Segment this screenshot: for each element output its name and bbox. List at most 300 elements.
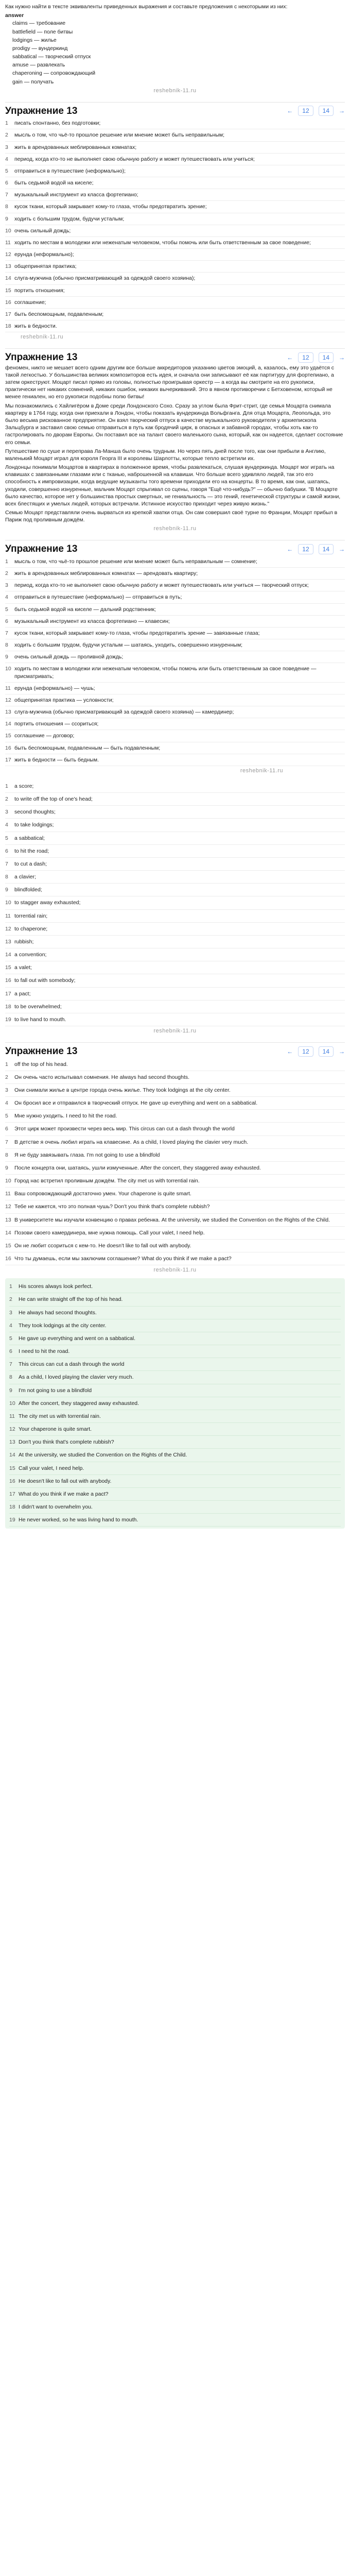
item-number: 11 xyxy=(5,1191,11,1197)
item-text: быть седьмой водой на киселе — дальний родственник; xyxy=(14,606,156,613)
item-number: 3 xyxy=(5,1087,8,1093)
item-text: Ваш сопровождающий достаточно умен. Your chaperone is quite smart. xyxy=(14,1191,191,1197)
item-number: 15 xyxy=(5,287,11,294)
item-text: соглашение — договор; xyxy=(14,733,75,739)
item-text: Позови своего камердинера, мне нужна помощь. Call your valet, I need help. xyxy=(14,1229,205,1236)
item-text: быть седьмой водой на киселе; xyxy=(14,180,94,187)
item-text: быть беспомощным, подавленным; xyxy=(14,311,104,317)
item-text: After the concert, they staggered away exhausted. xyxy=(19,1400,139,1406)
answer-row xyxy=(5,718,345,730)
intro-item: prodigy — вундеркинд xyxy=(12,45,68,52)
item-number: 5 xyxy=(5,167,8,174)
answer-row xyxy=(5,639,345,651)
next-exercise-link[interactable]: 14 xyxy=(319,106,334,116)
item-number: 10 xyxy=(5,666,11,672)
sentence-row xyxy=(5,1058,345,1071)
item-text: to stagger away exhausted; xyxy=(14,900,81,906)
item-text: ерунда (неформально); xyxy=(14,251,74,258)
item-number: 17 xyxy=(5,756,11,763)
item-text: They took lodgings at the city center. xyxy=(19,1322,107,1329)
item-text: I need to hit the road. xyxy=(19,1348,70,1355)
sentence-row xyxy=(5,1071,345,1084)
item-text: очень сильный дождь; xyxy=(14,227,71,234)
item-text: слуга-мужчина (обычно присматривающий за одеждой своего хозяина) — камердинер; xyxy=(14,709,234,716)
item-number: 6 xyxy=(5,1126,8,1132)
item-text: период, когда кто-то не выполняет свою обычную работу и может путешествовать или учиться — творческий отпуск; xyxy=(14,582,309,589)
item-text: to cut a dash; xyxy=(14,860,47,867)
item-text: очень сильный дождь — проливной дождь; xyxy=(14,654,124,660)
item-number: 5 xyxy=(5,606,8,613)
item-number: 15 xyxy=(5,1242,11,1249)
item-number: 14 xyxy=(9,1452,15,1459)
sentence-row xyxy=(5,1214,345,1227)
section-3-header xyxy=(5,540,345,556)
item-number: 3 xyxy=(9,1309,12,1316)
item-number: 13 xyxy=(5,263,11,270)
intro-block xyxy=(5,3,345,86)
item-text: ходить с большим трудом, будучи усталым — шатаясь, уходить, совершенно изнуренным; xyxy=(14,642,243,649)
item-text: He can write straight off the top of his head. xyxy=(19,1296,123,1303)
question-row xyxy=(5,285,345,297)
section-2-title: Упражнение 13 xyxy=(5,352,78,363)
item-number: 15 xyxy=(5,733,11,739)
sentence-row xyxy=(5,1162,345,1175)
intro-item: lodgings — жилье xyxy=(12,37,57,43)
item-number: 11 xyxy=(5,912,11,919)
section-1-header xyxy=(5,102,345,118)
item-text: His scores always look perfect. xyxy=(19,1283,93,1290)
exercise-nav-1 xyxy=(287,106,345,116)
question-row xyxy=(5,261,345,273)
item-text: off the top of his head. xyxy=(14,1061,68,1067)
next-arrow-icon[interactable]: → xyxy=(339,545,345,553)
section-3-title: Упражнение 13 xyxy=(5,544,78,555)
item-text: кусок ткани, который закрывает кому-то глаза, чтобы предотвратить зрение — завязанные глаза; xyxy=(14,630,260,636)
item-text: период, когда кто-то не выполняет свою обычную работу и может путешествовать или учиться; xyxy=(14,156,255,162)
answer-row xyxy=(5,754,345,766)
question-row xyxy=(5,189,345,201)
sentence-row xyxy=(5,1123,345,1136)
item-number: 11 xyxy=(5,239,11,246)
item-number: 3 xyxy=(5,582,8,589)
section-2-text xyxy=(5,364,345,524)
item-number: 16 xyxy=(5,299,11,306)
item-text: После концерта они, шатаясь, ушли измученные. After the concert, they staggered away exhausted. xyxy=(14,1164,261,1171)
item-text: a pact; xyxy=(14,990,31,997)
prev-arrow-icon[interactable]: ← xyxy=(287,1047,293,1055)
item-text: What do you think if we make a pact? xyxy=(19,1490,109,1497)
item-number: 16 xyxy=(9,1478,15,1484)
english-sentence-row xyxy=(9,1449,341,1462)
section-4-phrases xyxy=(5,780,345,1026)
item-text: слуга-мужчина (обычно присматривающий за одеждой своего хозяина); xyxy=(14,275,196,282)
watermark: reshebnik-11.ru xyxy=(21,334,64,341)
watermark: reshebnik-11.ru xyxy=(153,526,197,532)
item-number: 18 xyxy=(5,1003,11,1010)
watermark: reshebnik-11.ru xyxy=(153,87,197,94)
item-number: 7 xyxy=(5,1139,8,1145)
item-number: 9 xyxy=(5,1164,8,1171)
item-number: 12 xyxy=(5,697,11,703)
next-exercise-link[interactable]: 14 xyxy=(319,544,334,554)
phrase-row xyxy=(5,780,345,793)
question-row xyxy=(5,237,345,249)
item-text: At the university, we studied the Convention on the Rights of the Child. xyxy=(19,1452,187,1459)
item-number: 10 xyxy=(5,900,11,906)
item-text: соглашение; xyxy=(14,299,46,306)
item-number: 17 xyxy=(9,1490,15,1497)
answer-row xyxy=(5,604,345,616)
item-number: 17 xyxy=(5,990,11,997)
item-number: 7 xyxy=(9,1361,12,1368)
item-text: to be overwhelmed; xyxy=(14,1003,62,1010)
question-row xyxy=(5,213,345,225)
item-number: 14 xyxy=(5,721,11,727)
section-5-sentences xyxy=(5,1058,345,1266)
watermark: reshebnik-11.ru xyxy=(153,1267,197,1274)
item-number: 1 xyxy=(5,783,8,789)
next-arrow-icon[interactable]: → xyxy=(339,107,345,115)
item-number: 13 xyxy=(5,1216,11,1223)
intro-item: chaperoning — сопровождающий xyxy=(12,70,96,77)
item-text: жить в бедности. xyxy=(14,323,57,330)
item-text: a convention; xyxy=(14,952,47,958)
item-number: 6 xyxy=(5,180,8,187)
item-number: 2 xyxy=(5,1074,8,1080)
item-number: 14 xyxy=(5,952,11,958)
item-text: портить отношения — ссориться; xyxy=(14,721,99,727)
item-number: 4 xyxy=(5,156,8,162)
item-text: This circus can cut a dash through the world xyxy=(19,1361,125,1368)
answer-row xyxy=(5,706,345,718)
item-text: быть беспомощным, подавленным — быть подавленным; xyxy=(14,744,161,751)
phrase-row xyxy=(5,845,345,858)
sentence-row xyxy=(5,1110,345,1123)
item-number: 10 xyxy=(5,1178,11,1184)
english-sentence-row xyxy=(9,1280,341,1293)
item-text: to write off the top of one's head; xyxy=(14,795,93,802)
item-number: 1 xyxy=(9,1283,12,1290)
item-number: 3 xyxy=(5,809,8,816)
intro-item: battlefield — поле битвы xyxy=(12,28,73,35)
phrase-row xyxy=(5,1001,345,1013)
section-6-english-sentences xyxy=(5,1278,345,1529)
paragraph: Мы познакомились с Хайлигёром в Доме среди Лондонского Сохо. Сразу за углом была Фрит-стрит, где семья Моцарта снимала квартиру в 1764 году, когда они приехали в Лондон, чтобы показать вундеркинда Вольфганга. Для отца Моцарта, Леопольда, это было весьма рискованное предприятие. Он взял творческий отпуск в качестве музыкального руководителя у архиепископа Зальцбурга и заставил свою семью отправиться в путь как бродячий цирк, в опасных и забавной городах, чтобы хоть как-то гастролировать по дворам Европы. Он поставил все на талант своего маленького сына, который, как он надеется, сделает состояние его семьи. xyxy=(5,402,343,446)
english-sentence-row xyxy=(9,1358,341,1371)
sentence-row xyxy=(5,1252,345,1265)
sentence-row xyxy=(5,1200,345,1213)
item-number: 14 xyxy=(5,1229,11,1236)
item-text: Они снимали жилье в центре города очень жилье. They took lodgings at the city center. xyxy=(14,1087,231,1093)
phrase-row xyxy=(5,961,345,974)
phrase-row xyxy=(5,910,345,923)
item-text: He gave up everything and went on a sabbatical. xyxy=(19,1335,136,1342)
item-number: 1 xyxy=(5,120,8,127)
item-number: 16 xyxy=(5,1256,11,1262)
prev-exercise-link[interactable]: 12 xyxy=(298,352,313,363)
item-number: 4 xyxy=(5,1100,8,1107)
english-sentence-row xyxy=(9,1384,341,1397)
section-2-header xyxy=(5,348,345,364)
item-number: 9 xyxy=(5,215,8,222)
paragraph: Лондонцы понимали Моцартов в квартирах в положенное время, чтобы развлекаться, слушая вундеркинда. Моцарт мог играть на клавишах с завязанными глазами или с тканью, наброшенной на клавиши. Что больше всего удивляло людей, так это его способность к импровизации, когда ведущие музыканты того времени приходили его на концерты. В то время, как они, шатаясь, уходили, совершенно изнуренные, мальчик Моцарт спрыгивал со сцены, говоря "Ещё что-нибудь?" — обычно бабушки. "В Моцарте было качество, которое нет у большинства простых смертных, не гениальность — это гений, генетической структуры и самой жизни, всех блестящих и умелых людей, которых встречали. Истинное искусство приходит через живую жизнь." xyxy=(5,464,341,507)
question-row xyxy=(5,177,345,189)
item-number: 9 xyxy=(5,887,8,893)
english-sentence-row xyxy=(9,1371,341,1384)
intro-item: claims — требование xyxy=(12,20,66,27)
item-text: to take lodgings; xyxy=(14,822,54,828)
item-number: 7 xyxy=(5,860,8,867)
answer-row xyxy=(5,580,345,591)
question-row xyxy=(5,309,345,320)
item-number: 2 xyxy=(5,132,8,139)
item-number: 18 xyxy=(9,1504,15,1511)
item-text: В университете мы изучали конвенцию о правах ребенка. At the university, we studied the Convention on the Rights of the Child. xyxy=(14,1216,330,1223)
intro-item: gain — получать xyxy=(12,78,54,85)
phrase-row xyxy=(5,896,345,909)
prev-arrow-icon[interactable]: ← xyxy=(287,107,293,115)
answer-row xyxy=(5,663,345,682)
sentence-row xyxy=(5,1240,345,1252)
item-text: жить в арендованных меблированных комнатах — арендовать квартиру; xyxy=(14,570,198,577)
phrase-row xyxy=(5,923,345,936)
answer-row xyxy=(5,568,345,580)
item-number: 19 xyxy=(5,1016,11,1023)
item-text: He always had second thoughts. xyxy=(19,1309,97,1316)
item-number: 5 xyxy=(5,835,8,841)
phrase-row xyxy=(5,974,345,987)
item-text: torrential rain; xyxy=(14,912,48,919)
item-number: 13 xyxy=(5,938,11,945)
item-number: 5 xyxy=(5,1113,8,1120)
item-text: Он очень часто испытывал сомнения. He always had second thoughts. xyxy=(14,1074,190,1080)
item-number: 14 xyxy=(5,275,11,282)
question-row xyxy=(5,297,345,309)
item-number: 17 xyxy=(5,311,11,317)
phrase-row xyxy=(5,988,345,1001)
item-number: 2 xyxy=(9,1296,12,1303)
section-5-header xyxy=(5,1042,345,1058)
item-text: a score; xyxy=(14,783,34,789)
next-arrow-icon[interactable]: → xyxy=(339,1047,345,1055)
item-text: As a child, I loved playing the clavier very much. xyxy=(19,1374,134,1381)
item-text: Your chaperone is quite smart. xyxy=(19,1426,92,1433)
item-text: rubbish; xyxy=(14,938,34,945)
next-exercise-link[interactable]: 14 xyxy=(319,352,334,363)
item-text: He doesn't like to fall out with anybody. xyxy=(19,1478,112,1484)
answer-row xyxy=(5,730,345,742)
question-row xyxy=(5,320,345,332)
answer-row xyxy=(5,651,345,663)
english-sentence-row xyxy=(9,1462,341,1475)
item-number: 1 xyxy=(5,1061,8,1067)
item-number: 9 xyxy=(5,654,8,660)
item-number: 12 xyxy=(9,1426,15,1433)
item-number: 12 xyxy=(5,251,11,258)
item-number: 4 xyxy=(5,594,8,601)
question-row xyxy=(5,165,345,177)
english-sentence-row xyxy=(9,1501,341,1514)
item-text: blindfolded; xyxy=(14,887,42,893)
item-number: 7 xyxy=(5,630,8,636)
item-text: Тебе не кажется, что это полная чушь? Don't you think that's complete rubbish? xyxy=(14,1204,210,1210)
item-number: 12 xyxy=(5,1204,11,1210)
phrase-row xyxy=(5,884,345,896)
sentence-row xyxy=(5,1084,345,1097)
intro-item: amuse — развлекать xyxy=(12,62,65,69)
paragraph: Семью Моцарт представляли очень вырваться из крепкой хватки отца. Он сам совершил своё турне по Франции, Моцарт прибыл в Париж под проливным дождём. xyxy=(5,510,338,523)
item-number: 13 xyxy=(5,709,11,716)
item-number: 2 xyxy=(5,570,8,577)
question-row xyxy=(5,225,345,237)
section-1-title: Упражнение 13 xyxy=(5,105,78,116)
answer-row xyxy=(5,591,345,603)
sentence-row xyxy=(5,1149,345,1162)
next-arrow-icon[interactable]: → xyxy=(339,353,345,361)
item-number: 16 xyxy=(5,977,11,984)
answer-row xyxy=(5,628,345,639)
item-number: 8 xyxy=(5,204,8,210)
item-text: Этот цирк может произвести через весь мир. This circus can cut a dash through the world xyxy=(14,1126,235,1132)
section-1-questions xyxy=(5,117,345,332)
intro-text: Как нужно найти в тексте эквиваленты приведенных выражения и составьте предложения с некоторыми из них: xyxy=(5,4,288,10)
item-text: Он бросил все и отправился в творческий отпуск. He gave up everything and went on a sabbatical. xyxy=(14,1100,258,1107)
phrase-row xyxy=(5,793,345,806)
item-text: He never worked, so he was living hand to mouth. xyxy=(19,1517,138,1523)
item-text: ходить по местам в молодежи или неженатым человеком, чтобы помочь или быть ответственным за свое поведение — присматривать; xyxy=(14,666,317,680)
item-number: 7 xyxy=(5,192,8,198)
item-number: 10 xyxy=(5,227,11,234)
prev-arrow-icon[interactable]: ← xyxy=(287,353,293,361)
item-text: I didn't want to overwhelm you. xyxy=(19,1504,93,1511)
item-number: 12 xyxy=(5,925,11,932)
item-text: The city met us with torrential rain. xyxy=(19,1413,101,1419)
item-text: отправиться в путешествие (неформально); xyxy=(14,167,126,174)
question-row xyxy=(5,201,345,213)
phrase-row xyxy=(5,806,345,819)
item-number: 18 xyxy=(5,323,11,330)
item-number: 5 xyxy=(9,1335,12,1342)
exercise-nav-2 xyxy=(287,352,345,363)
item-text: to hit the road; xyxy=(14,848,49,854)
prev-exercise-link[interactable]: 12 xyxy=(298,1046,313,1057)
answer-row xyxy=(5,742,345,754)
item-text: a sabbatical; xyxy=(14,835,45,841)
phrase-row xyxy=(5,858,345,871)
answer-label: answer xyxy=(5,12,24,19)
item-number: 15 xyxy=(9,1465,15,1471)
item-number: 19 xyxy=(9,1517,15,1523)
item-number: 6 xyxy=(5,618,8,624)
phrase-row xyxy=(5,871,345,884)
prev-exercise-link[interactable]: 12 xyxy=(298,544,313,554)
item-number: 8 xyxy=(5,1151,8,1158)
prev-exercise-link[interactable]: 12 xyxy=(298,106,313,116)
question-row xyxy=(5,142,345,154)
answer-row xyxy=(5,556,345,568)
english-sentence-row xyxy=(9,1410,341,1423)
item-text: to fall out with somebody; xyxy=(14,977,76,984)
item-text: общепринятая практика; xyxy=(14,263,77,270)
item-text: портить отношения; xyxy=(14,287,65,294)
paragraph: феномен, никто не мешает всего одним другим все больше аккредиторов указанию цветов эмоций, а, казалось, ему это удаётся с такой легкостью. У большинства великих композиторов есть идея, и сначала они записывают её как партитуру для фортепиано, а затем оркеструют. Моцарт писал прямо из головы, полностью проигрывая оркестр — а когда вы смотрите на его рукописи, практически нет никаких сомнений, никаких ошибок, никаких вычеркиваний. Это в явном противоречии с Бетховеном, который не менее гениален, но его рукописи подобны полю битвы! xyxy=(5,364,334,400)
item-text: писать спонтанно, без подготовки; xyxy=(14,120,101,127)
sentence-row xyxy=(5,1227,345,1240)
item-text: to live hand to mouth. xyxy=(14,1016,66,1023)
item-text: мысль о том, что чьё-то прошлое решение или мнение может быть неправильным; xyxy=(14,132,225,139)
item-number: 9 xyxy=(9,1387,12,1394)
english-sentence-row xyxy=(9,1332,341,1345)
item-text: ходить по местам в молодежи или неженатым человеком, чтобы помочь или быть ответственным за свое поведение; xyxy=(14,239,311,246)
phrase-row xyxy=(5,1013,345,1026)
item-text: a clavier; xyxy=(14,874,37,880)
section-3-answers xyxy=(5,556,345,766)
prev-arrow-icon[interactable]: ← xyxy=(287,545,293,553)
item-text: ходить с большим трудом, будучи усталым; xyxy=(14,215,125,222)
sentence-row xyxy=(5,1097,345,1110)
english-sentence-row xyxy=(9,1293,341,1306)
intro-item: sabbatical — творческий отпуск xyxy=(12,54,91,60)
phrase-row xyxy=(5,948,345,961)
english-sentence-row xyxy=(9,1319,341,1332)
item-text: Don't you think that's complete rubbish? xyxy=(19,1439,114,1446)
item-number: 6 xyxy=(5,848,8,854)
question-row xyxy=(5,117,345,129)
item-number: 13 xyxy=(9,1439,15,1446)
item-text: Мне нужно уходить. I need to hit the road. xyxy=(14,1113,117,1120)
item-number: 8 xyxy=(5,874,8,880)
item-text: Я не буду завязывать глаза. I'm not going to use a blindfold xyxy=(14,1151,160,1158)
item-text: I'm not going to use a blindfold xyxy=(19,1387,92,1394)
english-sentence-row xyxy=(9,1488,341,1501)
item-text: to chaperone; xyxy=(14,925,48,932)
question-row xyxy=(5,129,345,141)
phrase-row xyxy=(5,819,345,832)
next-exercise-link[interactable]: 14 xyxy=(319,1046,334,1057)
item-text: музыкальный инструмент из класса фортепиано — клавесин; xyxy=(14,618,170,624)
exercise-nav-3 xyxy=(287,544,345,554)
item-number: 10 xyxy=(9,1400,15,1406)
item-number: 3 xyxy=(5,144,8,150)
sentence-row xyxy=(5,1136,345,1149)
intro-list xyxy=(5,19,345,86)
english-sentence-row xyxy=(9,1397,341,1410)
item-text: Что ты думаешь, если мы заключим соглашение? What do you think if we make a pact? xyxy=(14,1256,232,1262)
sentence-row xyxy=(5,1175,345,1188)
answer-row xyxy=(5,683,345,694)
item-text: музыкальный инструмент из класса фортепиано; xyxy=(14,192,138,198)
watermark: reshebnik-11.ru xyxy=(153,1028,197,1035)
item-text: кусок ткани, который закрывает кому-то глаза, чтобы предотвратить зрение; xyxy=(14,204,207,210)
paragraph: Путешествие по суше и переправа Ла-Манша было очень трудным. Но через пять дней после того, как они прибыли в Англию, маленький Моцарт играл для короля Георга III и королевы Шарлотты, которые тепло встретили их. xyxy=(5,448,326,462)
item-number: 15 xyxy=(5,964,11,971)
english-sentence-row xyxy=(9,1423,341,1436)
item-text: ерунда (неформально) — чушь; xyxy=(14,685,95,691)
item-text: жить в бедности — быть бедным. xyxy=(14,756,99,763)
question-row xyxy=(5,249,345,261)
item-number: 8 xyxy=(5,642,8,649)
item-number: 11 xyxy=(9,1413,15,1419)
question-row xyxy=(5,154,345,165)
item-text: В детстве я очень любил играть на клавесине. As a child, I loved playing the clavier very much. xyxy=(14,1139,249,1145)
item-text: общепринятая практика — условности; xyxy=(14,697,114,703)
item-text: отправиться в путешествие (неформально) — отправиться в путь; xyxy=(14,594,182,601)
item-text: мысль о том, что чьё-то прошлое решение или мнение может быть неправильным — сомнение; xyxy=(14,558,257,565)
item-number: 1 xyxy=(5,558,8,565)
item-number: 16 xyxy=(5,744,11,751)
item-number: 11 xyxy=(5,685,11,691)
item-text: жить в арендованных меблированных комнатах; xyxy=(14,144,137,150)
